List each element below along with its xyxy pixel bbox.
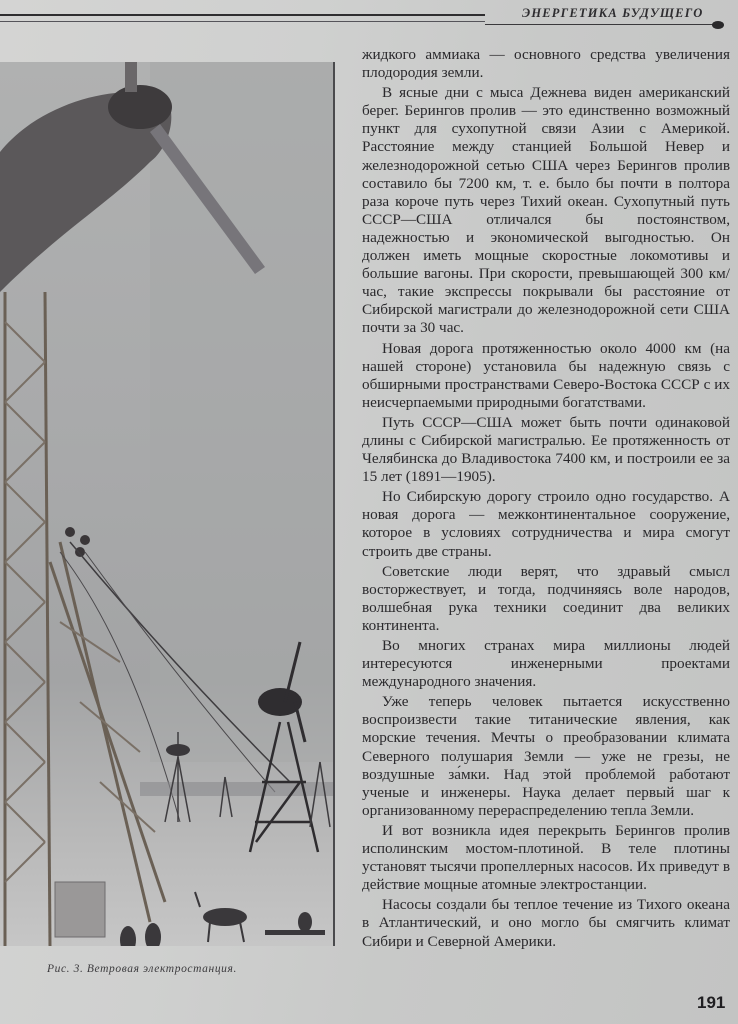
- header-rule: [485, 24, 717, 25]
- paragraph: Во многих странах мира миллионы людей интересуются инженерными проектами международного значения.: [362, 637, 730, 691]
- running-head: ЭНЕРГЕТИКА БУДУЩЕГО: [522, 6, 704, 20]
- wind-station-illustration: [0, 62, 333, 946]
- paragraph: Советские люди верят, что здравый смысл восторжествует, и тогда, подчиняясь воле народов, волшебная рука техники соединит два великих континента.: [362, 562, 730, 634]
- figure-caption: Рис. 3. Ветровая электростанция.: [47, 963, 237, 975]
- paragraph: Насосы создали бы теплое течение из Тихого океана в Атлантический, и оно могло бы смягчить климат Сибири и Северной Америки.: [362, 896, 730, 950]
- page-number: 191: [697, 993, 726, 1012]
- paragraph: И вот возникла идея перекрыть Берингов пролив исполинским мостом-плотиной. В теле плотины установят тысячи пропеллерных насосов. Их приведут в действие мощные атомные электростанции.: [362, 821, 730, 894]
- paragraph: Путь СССР—США может быть почти одинаковой длины с Сибирской магистралью. Ее протяженность от Челябинска до Владивостока 7400 км, и построили ее за 15 лет (1891—1905).: [362, 413, 730, 486]
- header-double-rule: [0, 14, 485, 22]
- paragraph: жидкого аммиака — основного средства увеличения плодородия земли.: [362, 46, 730, 82]
- paragraph: В ясные дни с мыса Дежнева виден американский берег. Берингов пролив — это единственно возможный пункт для сухопутной связи Азии с Америкой. Расстояние между станцией Большой Невер и железнодорожной сетью США через Берингов пролив составило бы 7200 км, т. е. было бы почти в полтора раза короче путь через Тихий океан. Сухопутный путь СССР—США отличался бы постоянством, надежностью и экономической выгодностью. Он должен иметь мощные скоростные локомотивы и большие вагоны. При скорости, превышающей 300 км/час, такие экспрессы покрывали бы расстояние от Сибирской магистрали до железнодорожной сети США почти за 30 час.: [362, 84, 730, 337]
- figure-wind-power-station: [0, 62, 335, 946]
- header-flourish: [712, 21, 724, 29]
- paragraph: Новая дорога протяженностью около 4000 км (на нашей стороне) установила бы надежную связь с обширными пространствами Северо-Востока СССР с их неисчерпаемыми природными богатствами.: [362, 339, 730, 411]
- paragraph: Но Сибирскую дорогу строило одно государство. А новая дорога — межконтинентальное сооружение, которое в условиях сотрудничества и мира смогут строить две страны.: [362, 488, 730, 560]
- paragraph: Уже теперь человек пытается искусственно воспроизвести такие титанические явления, как морские течения. Мечты о преобразовании климата Северного полушария Земли — уже не грезы, не воздушные за́мки. Над этой проблемой работают ученые и инженеры. Наука делает первый шаг к организованному перераспределению тепла Земли.: [362, 693, 730, 819]
- text-column: [362, 46, 730, 953]
